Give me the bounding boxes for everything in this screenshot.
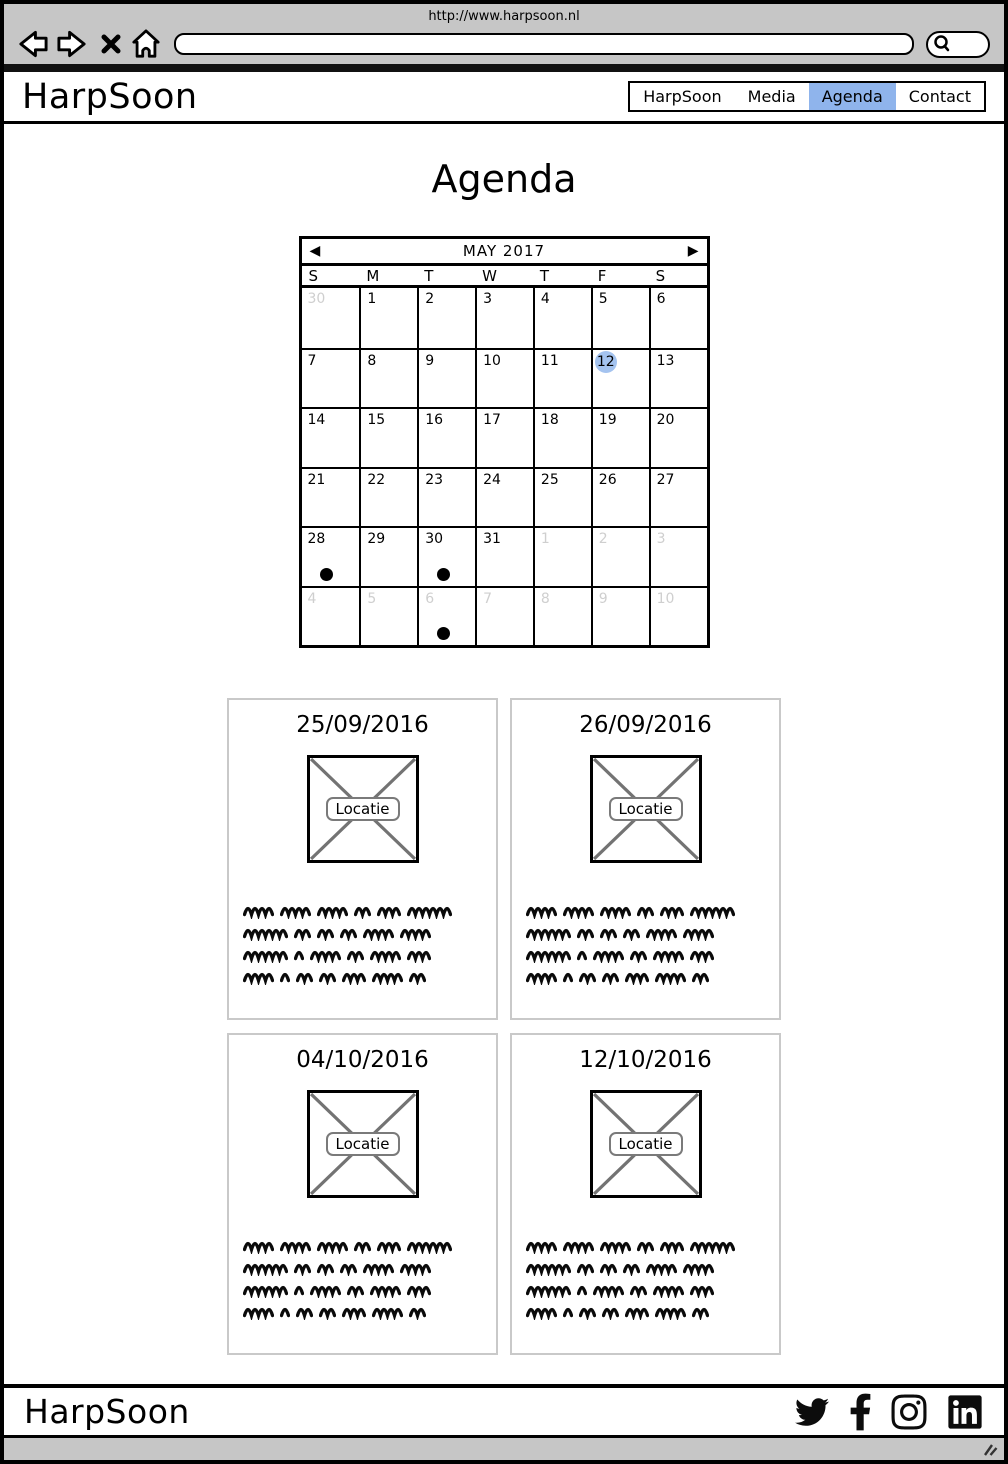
calendar-day-7[interactable] <box>302 348 360 408</box>
event-description-scribble <box>229 1236 496 1324</box>
location-button[interactable]: Locatie <box>326 1132 400 1156</box>
event-card <box>510 1033 781 1355</box>
event-card <box>510 698 781 1020</box>
page-title: Agenda <box>431 157 577 201</box>
calendar-day-22[interactable] <box>359 467 417 527</box>
image-placeholder <box>590 1090 702 1198</box>
main-nav <box>628 81 986 112</box>
calendar-day-14[interactable] <box>302 407 360 467</box>
calendar-day-21[interactable] <box>302 467 360 527</box>
event-card <box>227 698 498 1020</box>
browser-url-text: http://www.harpsoon.nl <box>428 9 580 24</box>
calendar-day-10[interactable] <box>475 348 533 408</box>
weekday-label: T <box>424 266 434 285</box>
resize-handle-icon[interactable] <box>980 1442 998 1457</box>
footer-logo: HarpSoon <box>24 1392 190 1431</box>
prev-month-icon[interactable]: ◀ <box>309 243 321 259</box>
calendar-day-9-adjacent[interactable] <box>591 586 649 646</box>
weekday-label: W <box>482 266 497 285</box>
event-dot <box>437 627 450 640</box>
calendar-day-19[interactable] <box>591 407 649 467</box>
day-number: 23 <box>425 471 444 488</box>
nav-item-agenda[interactable]: Agenda <box>809 83 896 110</box>
event-description-scribble <box>229 901 496 989</box>
day-number: 20 <box>656 412 675 428</box>
image-placeholder <box>590 755 702 863</box>
day-number: 5 <box>598 291 608 307</box>
calendar-day-25[interactable] <box>533 467 591 527</box>
day-number: 30 <box>307 291 326 307</box>
day-number: 9 <box>425 352 435 369</box>
browser-chrome <box>4 4 1004 72</box>
home-icon[interactable] <box>131 28 161 60</box>
day-number: 31 <box>483 531 501 547</box>
day-number: 13 <box>656 352 675 369</box>
calendar-day-7-adjacent[interactable] <box>475 586 533 646</box>
day-number: 27 <box>656 471 675 488</box>
day-number: 3 <box>656 531 666 547</box>
nav-item-media[interactable]: Media <box>747 87 796 106</box>
calendar-day-30-adjacent[interactable] <box>302 288 360 348</box>
status-bar <box>4 1438 1004 1460</box>
search-box[interactable] <box>926 31 990 58</box>
event-date: 25/09/2016 <box>296 712 429 738</box>
calendar-day-6-adjacent[interactable] <box>417 586 475 646</box>
browser-toolbar <box>4 28 1004 60</box>
calendar-day-20[interactable] <box>649 407 707 467</box>
calendar-day-4[interactable] <box>533 288 591 348</box>
facebook-icon[interactable] <box>849 1392 872 1432</box>
day-number: 1 <box>367 291 377 307</box>
forward-icon[interactable] <box>56 29 89 59</box>
nav-item-harpsoon[interactable]: HarpSoon <box>643 87 722 106</box>
calendar-day-16[interactable] <box>417 407 475 467</box>
calendar-day-3-adjacent[interactable] <box>649 526 707 586</box>
event-cards <box>227 698 781 1355</box>
calendar-day-2[interactable] <box>417 288 475 348</box>
day-number: 2 <box>425 291 435 307</box>
day-number: 17 <box>483 412 501 428</box>
calendar-day-30[interactable] <box>417 526 475 586</box>
day-number: 22 <box>367 471 386 488</box>
back-icon[interactable] <box>16 29 49 59</box>
day-number: 3 <box>483 291 492 307</box>
calendar-day-24[interactable] <box>475 467 533 527</box>
day-number: 29 <box>367 531 386 547</box>
calendar-day-4-adjacent[interactable] <box>302 586 360 646</box>
selected-day-highlight: 12 <box>595 351 617 373</box>
day-number: 5 <box>367 590 377 607</box>
day-number: 9 <box>598 590 608 607</box>
event-dot <box>437 568 450 581</box>
calendar-day-3[interactable] <box>475 288 533 348</box>
calendar-month-label: MAY 2017 <box>462 242 546 260</box>
day-number: 4 <box>307 590 317 607</box>
day-number: 7 <box>307 352 317 369</box>
social-links <box>792 1392 984 1432</box>
calendar-day-11[interactable] <box>533 348 591 408</box>
calendar-day-31[interactable] <box>475 526 533 586</box>
weekday-label: F <box>597 266 607 285</box>
weekday-label: T <box>539 266 550 285</box>
weekday-label: S <box>308 266 319 285</box>
event-description-scribble <box>512 901 779 989</box>
event-description-scribble <box>512 1236 779 1324</box>
day-number: 10 <box>483 352 501 369</box>
location-button[interactable]: Locatie <box>326 797 400 821</box>
calendar-day-2-adjacent[interactable] <box>591 526 649 586</box>
next-month-icon[interactable]: ▶ <box>687 243 699 259</box>
nav-item-contact[interactable]: Contact <box>908 87 971 106</box>
day-number: 10 <box>656 590 675 607</box>
day-number: 21 <box>307 471 326 488</box>
calendar-day-23[interactable] <box>417 467 475 527</box>
day-number: 19 <box>598 412 617 428</box>
day-number: 26 <box>598 471 617 488</box>
day-number: 15 <box>367 412 386 428</box>
site-logo: HarpSoon <box>22 76 198 117</box>
event-card <box>227 1033 498 1355</box>
day-number: 25 <box>540 471 559 488</box>
weekday-label: S <box>655 266 666 285</box>
location-button[interactable]: Locatie <box>609 797 683 821</box>
event-date: 04/10/2016 <box>296 1047 429 1073</box>
calendar-day-26[interactable] <box>591 467 649 527</box>
calendar-day-10-adjacent[interactable] <box>649 586 707 646</box>
calendar-day-8[interactable] <box>359 348 417 408</box>
calendar-day-13[interactable] <box>649 348 707 408</box>
day-number: 18 <box>540 412 559 428</box>
calendar-day-5-adjacent[interactable] <box>359 586 417 646</box>
calendar-day-9[interactable] <box>417 348 475 408</box>
calendar-day-12[interactable] <box>591 348 649 408</box>
instagram-icon[interactable] <box>889 1392 929 1432</box>
day-number: 8 <box>367 352 377 369</box>
day-number: 28 <box>307 531 326 547</box>
calendar-grid <box>302 288 707 645</box>
calendar-day-6[interactable] <box>649 288 707 348</box>
calendar-day-1-adjacent[interactable] <box>533 526 591 586</box>
calendar-day-27[interactable] <box>649 467 707 527</box>
day-number: 1 <box>540 531 550 547</box>
site-footer <box>4 1384 1004 1438</box>
twitter-icon[interactable] <box>792 1395 832 1429</box>
day-number: 14 <box>307 412 326 428</box>
calendar-day-18[interactable] <box>533 407 591 467</box>
calendar-day-17[interactable] <box>475 407 533 467</box>
event-date: 12/10/2016 <box>579 1047 712 1073</box>
image-placeholder <box>307 755 419 863</box>
day-number: 24 <box>483 471 501 488</box>
calendar-day-29[interactable] <box>359 526 417 586</box>
calendar-weekday-row <box>302 266 707 288</box>
calendar <box>299 236 710 648</box>
event-date: 26/09/2016 <box>579 712 712 738</box>
weekday-label: M <box>366 266 380 285</box>
calendar-day-1[interactable] <box>359 288 417 348</box>
main-content <box>4 124 1004 1384</box>
day-number: 7 <box>483 590 492 607</box>
day-number: 11 <box>540 352 559 369</box>
day-number: 4 <box>540 291 550 307</box>
location-button[interactable]: Locatie <box>609 1132 683 1156</box>
close-icon[interactable] <box>100 32 122 56</box>
day-number: 6 <box>656 291 666 307</box>
day-number: 8 <box>540 590 550 607</box>
day-number: 6 <box>425 590 435 607</box>
calendar-header <box>302 239 707 266</box>
site-header <box>4 72 1004 124</box>
calendar-day-5[interactable] <box>591 288 649 348</box>
calendar-day-8-adjacent[interactable] <box>533 586 591 646</box>
event-dot <box>320 568 333 581</box>
search-icon <box>932 33 954 55</box>
calendar-day-15[interactable] <box>359 407 417 467</box>
image-placeholder <box>307 1090 419 1198</box>
address-bar[interactable] <box>174 33 914 55</box>
day-number: 16 <box>425 412 444 428</box>
linkedin-icon[interactable] <box>946 1393 984 1431</box>
calendar-day-28[interactable] <box>302 526 360 586</box>
day-number: 2 <box>598 531 608 547</box>
day-number: 30 <box>425 531 444 547</box>
